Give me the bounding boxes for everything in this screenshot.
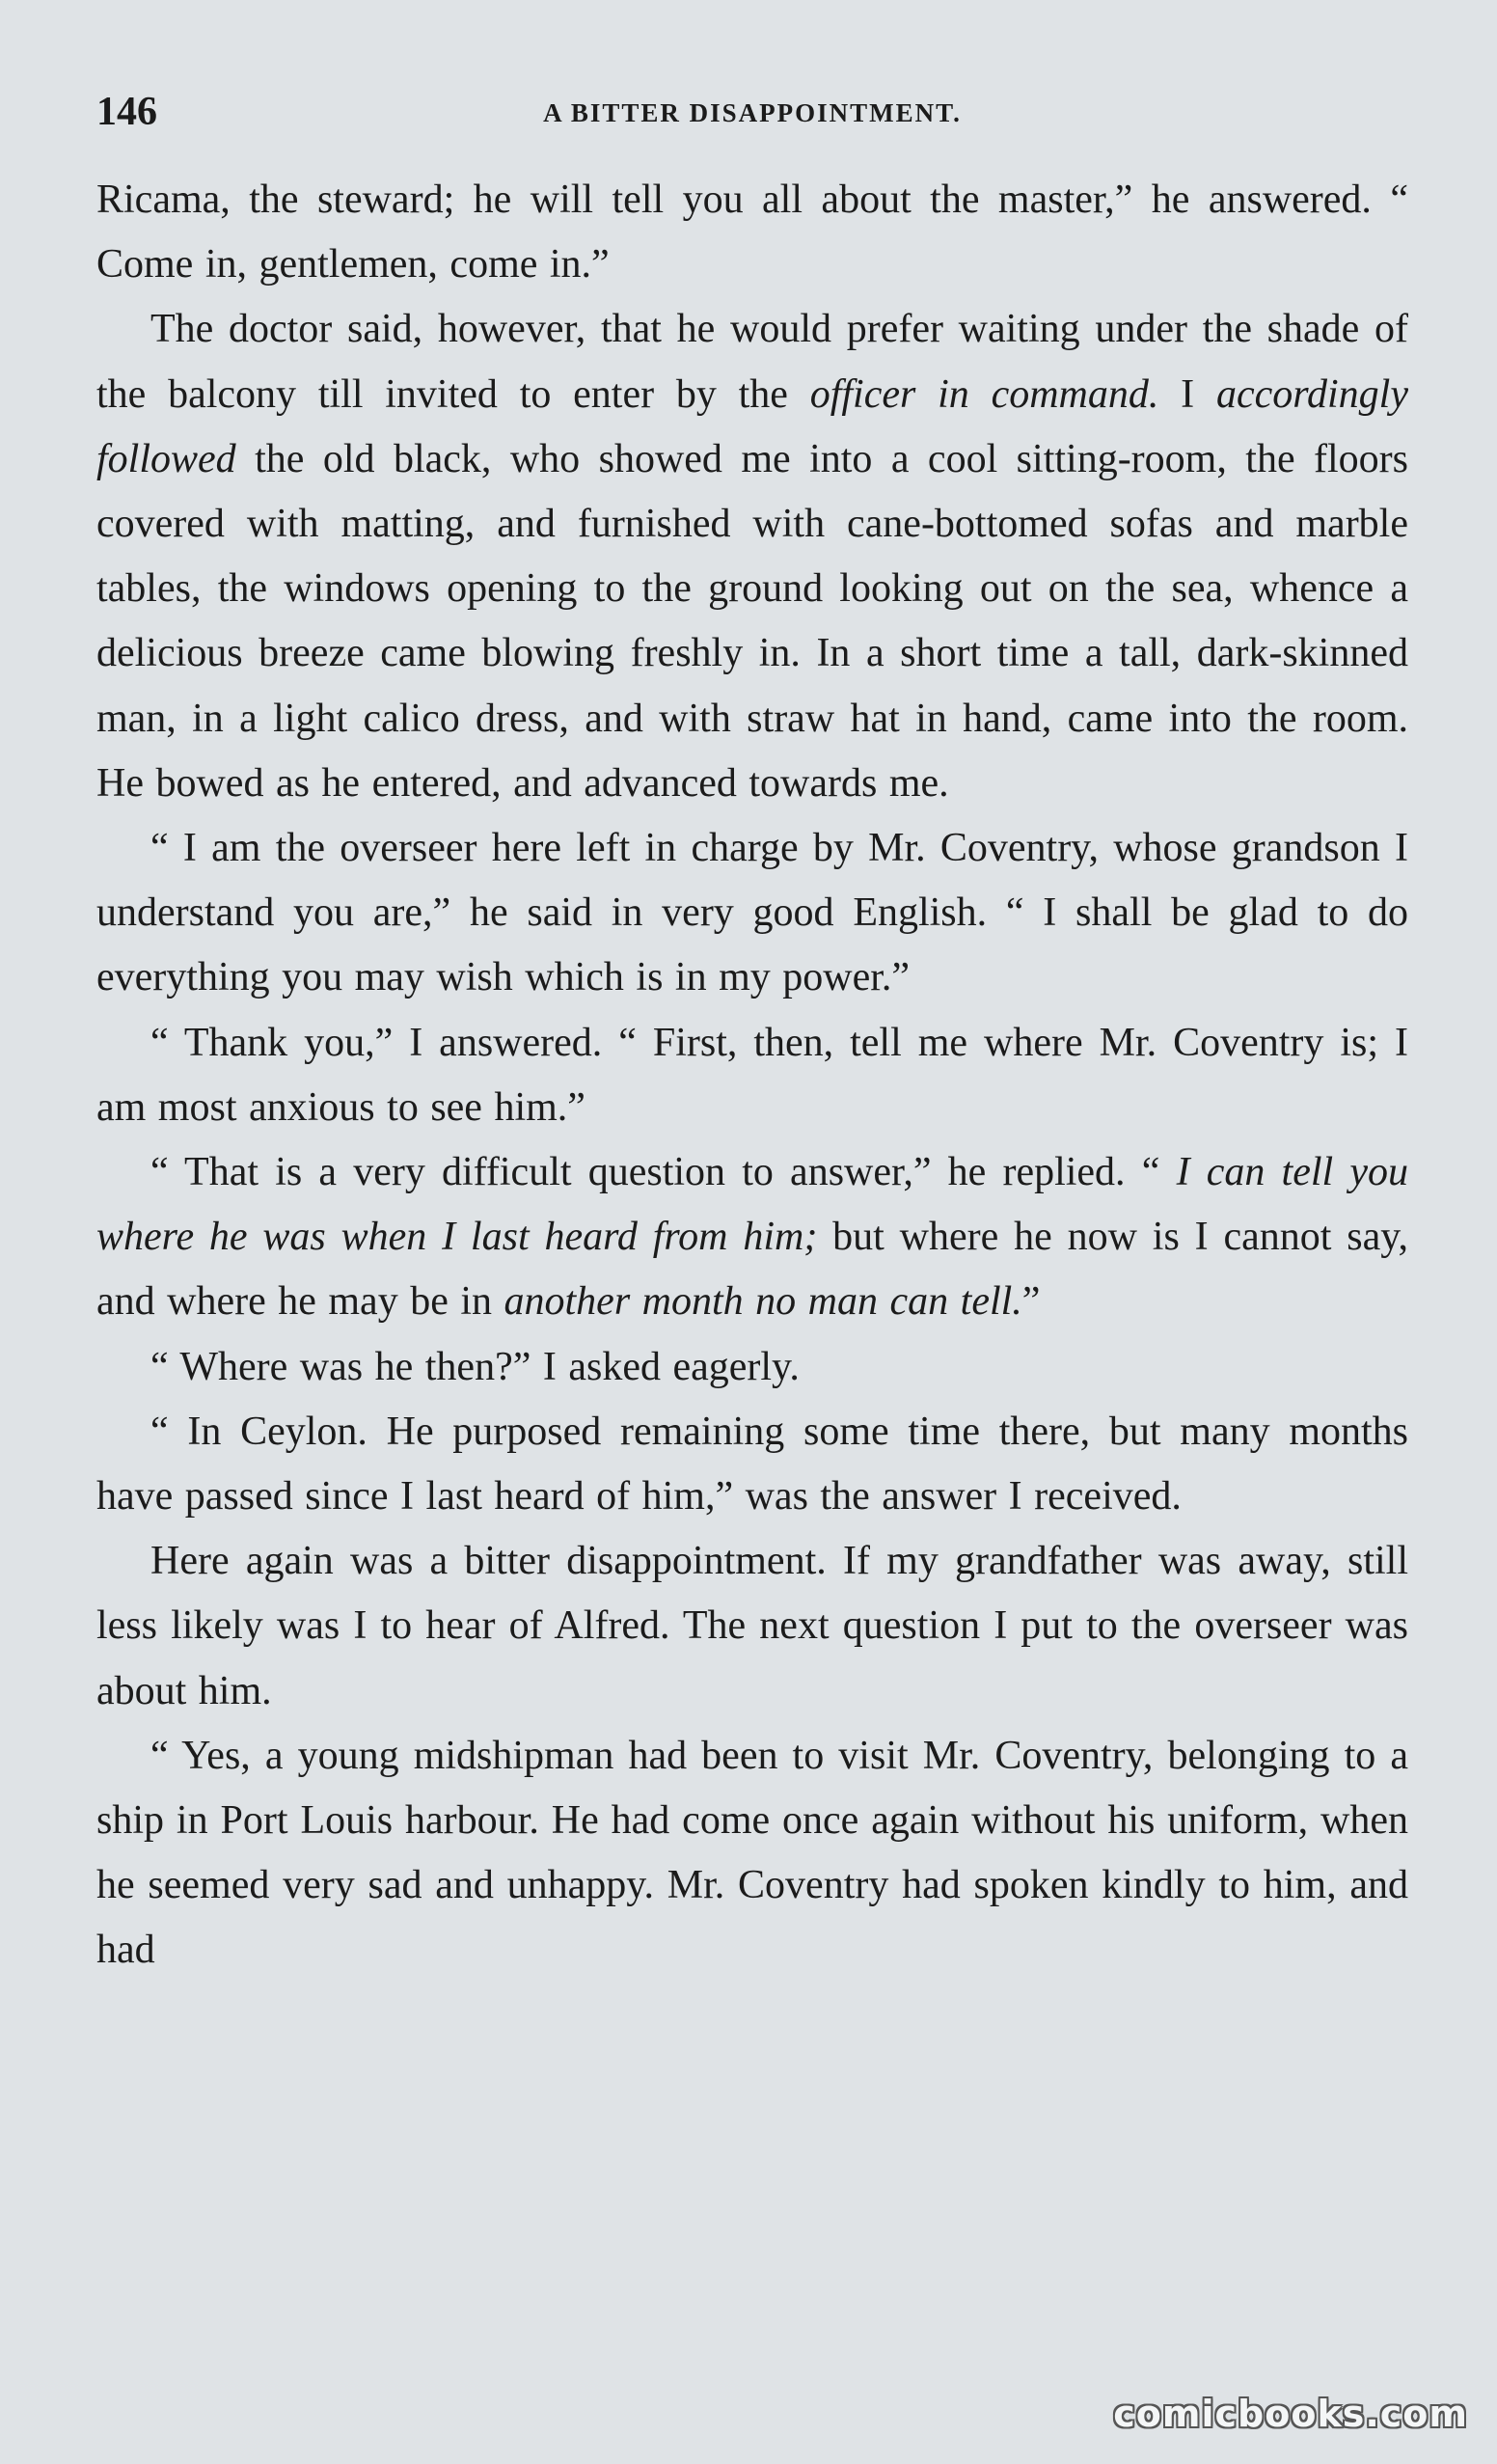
paragraph <box>96 1140 1408 1335</box>
paragraph <box>96 1011 1408 1140</box>
italic-text: officer in command. <box>809 371 1159 417</box>
text-run: the old black, who showed me into a cool sitting-room, the floors covered with matting, and furnished with cane-bottomed sofas and marble tables, the windows opening to the ground looking out on the sea, whence a delicious breeze came blowing freshly in. In a short time a tall, dark-skinned man, in a light calico dress, and with straw hat in hand, came into the room. He bowed as he entered, and advanced towards me. <box>96 436 1408 806</box>
paragraph <box>96 1335 1408 1400</box>
body-text <box>96 168 1408 1984</box>
text-run: The doctor said, however, that he would prefer waiting under the shade of the balcony till invited to enter by the <box>96 307 1408 417</box>
paragraph <box>96 168 1408 297</box>
text-run: “ Thank you,” I answered. “ First, then, tell me where Mr. Coventry is; I am most anxious to see him.” <box>96 1020 1408 1130</box>
book-page <box>96 89 1408 1984</box>
italic-text: accordingly followed <box>96 371 1408 481</box>
text-run: Ricama, the steward; he will tell you all about the master,” he answered. “ Come in, gentlemen, come in.” <box>96 178 1408 287</box>
text-run: but where he now is I cannot say, and where he may be in <box>96 1215 1408 1325</box>
page-header <box>96 89 1408 147</box>
text-run: “ I am the overseer here left in charge by Mr. Coventry, whose grandson I understand you are,” he said in very good English. “ I shall be glad to do everything you may wish which is in my power.” <box>96 826 1408 1000</box>
italic-text: another month no man can tell. <box>504 1279 1022 1325</box>
paragraph <box>96 1529 1408 1724</box>
watermark: comicbooks.com <box>1113 2393 1468 2435</box>
page-number: 146 <box>96 90 157 134</box>
paragraph <box>96 1724 1408 1984</box>
text-run: Here again was a bitter disappointment. If my grandfather was away, still less likely was I to hear of Alfred. The next question I put to the overseer was about him. <box>96 1539 1408 1713</box>
text-run: “ Yes, a young midshipman had been to visit Mr. Coventry, belonging to a ship in Port Louis harbour. He had come once again without his uniform, when he seemed very sad and unhappy. Mr. Coventry had spoken kindly to him, and had <box>96 1733 1408 1973</box>
italic-text: I can tell you where he was when I last heard from him; <box>96 1150 1409 1260</box>
text-run: I <box>1158 371 1216 417</box>
running-head: A BITTER DISAPPOINTMENT. <box>543 98 962 127</box>
text-run: ” <box>1021 1279 1041 1325</box>
text-run: “ That is a very difficult question to answer,” he replied. “ <box>150 1150 1177 1195</box>
paragraph <box>96 297 1408 816</box>
text-run: “ In Ceylon. He purposed remaining some time there, but many months have passed since I last heard of him,” was the answer I received. <box>96 1409 1408 1519</box>
text-run: “ Where was he then?” I asked eagerly. <box>150 1344 800 1389</box>
paragraph <box>96 1400 1408 1529</box>
paragraph <box>96 816 1408 1011</box>
